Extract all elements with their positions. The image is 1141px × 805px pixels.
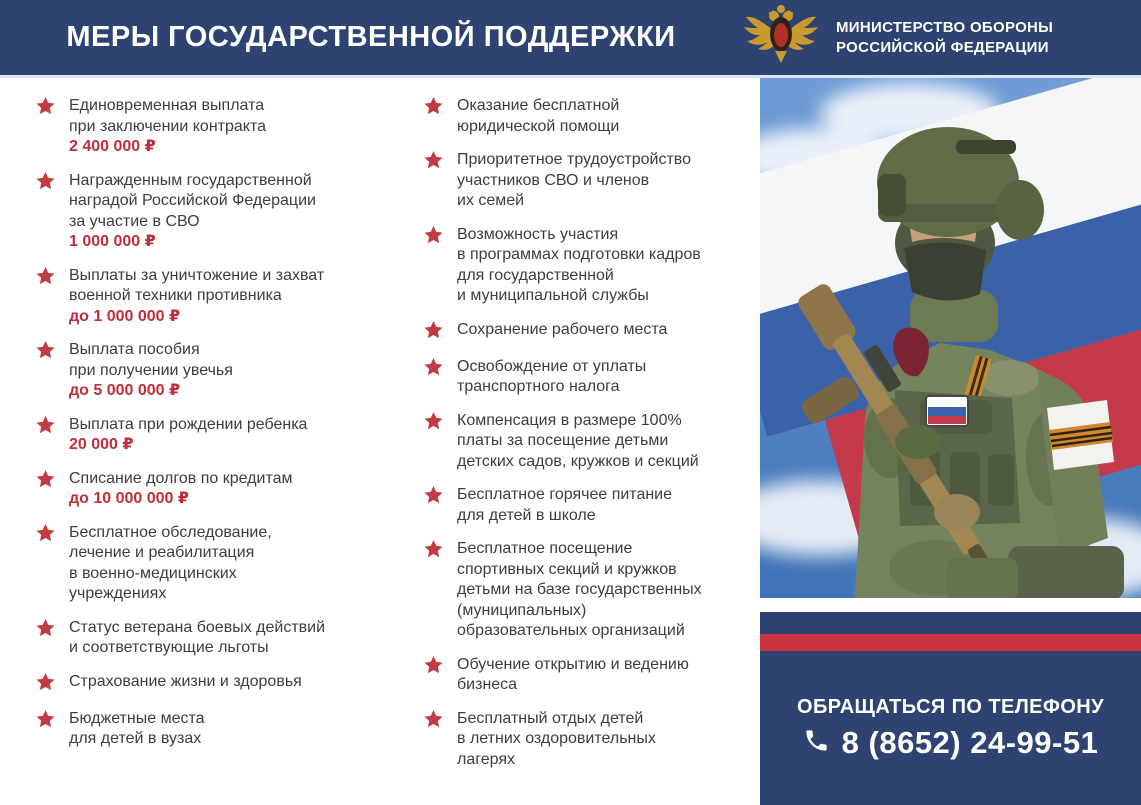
soldier-photo xyxy=(760,78,1141,598)
ministry-block xyxy=(742,3,1053,72)
benefit-text: Обучение открытию и ведению бизнеса xyxy=(457,655,689,693)
benefit-text: Бесплатное горячее питание для детей в школе xyxy=(457,486,673,524)
benefit-item xyxy=(424,485,754,526)
ministry-line-2: РОССИЙСКОЙ ФЕДЕРАЦИИ xyxy=(836,38,1049,56)
benefit-item xyxy=(36,266,391,328)
benefit-item xyxy=(424,539,754,642)
phone-receiver-icon xyxy=(803,727,830,759)
benefit-item xyxy=(424,709,754,771)
star-bullet-icon xyxy=(36,172,56,253)
benefit-text: Выплата пособия при получении увечья до 5 000 000 ₽ xyxy=(69,341,233,399)
benefit-amount: до 10 000 000 ₽ xyxy=(69,490,190,507)
benefit-item xyxy=(424,411,754,473)
benefit-text: Выплаты за уничтожение и захват военной техники противника до 1 000 000 ₽ xyxy=(69,266,325,325)
benefit-item xyxy=(424,225,754,307)
benefit-text: Оказание бесплатной юридической помощи xyxy=(457,97,620,135)
contact-box xyxy=(760,598,1141,805)
star-bullet-icon xyxy=(36,710,56,750)
ministry-name xyxy=(836,18,1053,58)
benefit-text: Бесплатный отдых детей в летних оздоровительных лагерях xyxy=(457,709,656,768)
benefit-text: Освобождение от уплаты транспортного налога xyxy=(457,357,647,395)
mod-eagle-emblem-icon xyxy=(742,3,820,72)
benefit-amount: 2 400 000 ₽ xyxy=(69,138,156,155)
divider-navy xyxy=(760,612,1141,634)
star-bullet-icon xyxy=(424,710,444,771)
star-bullet-icon xyxy=(424,486,444,526)
benefits-column-right xyxy=(424,96,754,783)
benefit-text: Страхование жизни и здоровья xyxy=(69,672,302,690)
ministry-line-1: МИНИСТЕРСТВО ОБОРОНЫ xyxy=(836,18,1054,36)
star-bullet-icon xyxy=(424,358,444,398)
star-bullet-icon xyxy=(424,540,444,642)
benefit-item xyxy=(424,96,754,137)
contact-label: ОБРАЩАТЬСЯ ПО ТЕЛЕФОНУ xyxy=(797,695,1104,718)
benefit-amount: до 5 000 000 ₽ xyxy=(69,382,181,399)
star-bullet-icon xyxy=(424,97,444,137)
benefit-text: Списание долгов по кредитам до 10 000 000 ₽ xyxy=(69,469,293,507)
benefit-text: Возможность участия в программах подготовки кадров для государственной и муниципальной службы xyxy=(457,225,701,304)
page-title: МЕРЫ ГОСУДАРСТВЕННОЙ ПОДДЕРЖКИ xyxy=(66,21,676,53)
benefit-text: Сохранение рабочего места xyxy=(457,320,668,338)
benefit-item xyxy=(424,150,754,212)
star-bullet-icon xyxy=(36,673,56,696)
benefits-column-left xyxy=(36,96,391,763)
divider-red xyxy=(760,634,1141,651)
benefit-item xyxy=(36,618,391,659)
star-bullet-icon xyxy=(36,619,56,659)
star-bullet-icon xyxy=(36,341,56,402)
star-bullet-icon xyxy=(424,151,444,212)
benefit-text: Бесплатное посещение спортивных секций и кружков детьми на базе государственных (муниципальных) образовательных организаций xyxy=(457,540,702,639)
benefit-item xyxy=(36,415,391,456)
divider-white xyxy=(760,598,1141,612)
benefit-text: Бюджетные места для детей в вузах xyxy=(69,709,205,747)
benefit-text: Выплата при рождении ребенка 20 000 ₽ xyxy=(69,415,308,453)
star-bullet-icon xyxy=(36,97,56,158)
star-bullet-icon xyxy=(424,656,444,696)
star-bullet-icon xyxy=(424,226,444,307)
benefit-text: Приоритетное трудоустройство участников СВО и членов их семей xyxy=(457,151,691,209)
benefit-text: Единовременная выплата при заключении контракта 2 400 000 ₽ xyxy=(69,97,266,155)
benefit-item xyxy=(424,357,754,398)
benefit-item xyxy=(36,672,391,696)
header-bar xyxy=(0,0,1141,78)
benefit-item xyxy=(36,340,391,402)
benefit-text: Компенсация в размере 100% платы за посещение детьми детских садов, кружков и секций xyxy=(457,411,699,470)
benefit-text: Награжденным государственной наградой Российской Федерации за участие в СВО 1 000 000 ₽ xyxy=(69,171,316,250)
star-bullet-icon xyxy=(36,267,56,328)
benefit-item xyxy=(36,523,391,605)
benefit-text: Бесплатное обследование, лечение и реабилитация в военно-медицинских учреждениях xyxy=(69,523,272,602)
star-bullet-icon xyxy=(36,470,56,510)
benefit-item xyxy=(424,655,754,696)
benefit-text: Статус ветерана боевых действий и соответствующие льготы xyxy=(69,618,326,656)
star-bullet-icon xyxy=(424,412,444,473)
benefit-amount: 1 000 000 ₽ xyxy=(69,233,156,250)
star-bullet-icon xyxy=(424,321,444,344)
benefit-item xyxy=(36,171,391,253)
benefit-item xyxy=(36,709,391,750)
benefit-amount: 20 000 ₽ xyxy=(69,436,134,453)
star-bullet-icon xyxy=(36,416,56,456)
benefit-item xyxy=(424,320,754,344)
benefit-amount: до 1 000 000 ₽ xyxy=(69,307,181,325)
phone-number: 8 (8652) 24-99-51 xyxy=(841,724,1099,760)
benefit-item xyxy=(36,96,391,158)
benefit-item xyxy=(36,469,391,510)
star-bullet-icon xyxy=(36,524,56,605)
